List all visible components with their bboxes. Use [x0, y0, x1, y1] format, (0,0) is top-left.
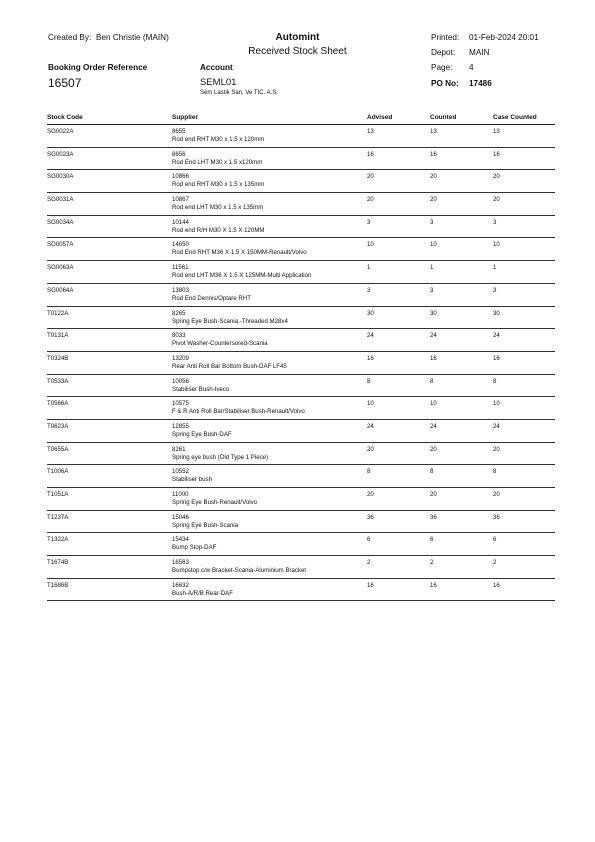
- advised-cell: 20: [367, 170, 430, 193]
- supplier-code: 13803: [172, 286, 189, 294]
- supplier-cell: [172, 238, 367, 261]
- company-name: Automint: [275, 32, 320, 43]
- advised-cell: 10: [367, 397, 430, 420]
- case-counted-cell: 3: [493, 283, 555, 306]
- item-description: Rod end LHT M36 X 1.5 X 125MM-Multi Application: [172, 272, 312, 280]
- stock-code-cell: SG0064A: [47, 283, 172, 306]
- table-row: [47, 170, 555, 193]
- stock-code-cell: SG0034A: [47, 215, 172, 238]
- item-description: Rod end R/H M30 X 1.5 X 120MM: [172, 226, 265, 234]
- counted-cell: 10: [430, 238, 493, 261]
- supplier-cell: [172, 215, 367, 238]
- stock-code-cell: T1006A: [47, 465, 172, 488]
- item-description: Stabiliser bush: [172, 476, 212, 484]
- depot-value: MAIN: [469, 48, 490, 57]
- counted-cell: 16: [430, 578, 493, 601]
- supplier-cell: [172, 419, 367, 442]
- case-counted-cell: 8: [493, 374, 555, 397]
- po-label: PO No:: [431, 79, 459, 88]
- item-description: Spring Eye Bush-DAF: [172, 430, 232, 438]
- sheet-title: Received Stock Sheet: [248, 46, 347, 57]
- booking-ref-label: Booking Order Reference: [48, 63, 148, 72]
- stock-code-cell: SG0030A: [47, 170, 172, 193]
- item-description: Rod End LHT M30 x 1.5 x120mm: [172, 158, 263, 166]
- stock-code-cell: SG0023A: [47, 147, 172, 170]
- case-counted-cell: 3: [493, 215, 555, 238]
- advised-cell: 30: [367, 306, 430, 329]
- stock-code-cell: T0655A: [47, 442, 172, 465]
- advised-cell: 3: [367, 283, 430, 306]
- case-counted-cell: 16: [493, 351, 555, 374]
- table-row: [47, 261, 555, 284]
- stock-code-cell: T0623A: [47, 419, 172, 442]
- advised-cell: 24: [367, 329, 430, 352]
- booking-ref-value: 16507: [48, 76, 82, 90]
- stock-code-cell: T0533A: [47, 374, 172, 397]
- case-counted-cell: 30: [493, 306, 555, 329]
- case-counted-cell: 20: [493, 193, 555, 216]
- supplier-code: 10056: [172, 377, 189, 385]
- table-header-row: [47, 113, 555, 125]
- supplier-code: 11561: [172, 264, 189, 272]
- supplier-code: 10552: [172, 468, 189, 476]
- case-counted-cell: 16: [493, 578, 555, 601]
- supplier-code: 10144: [172, 218, 189, 226]
- table-row: [47, 329, 555, 352]
- table-row: [47, 147, 555, 170]
- case-counted-cell: 16: [493, 147, 555, 170]
- case-counted-cell: 2: [493, 556, 555, 579]
- table-row: [47, 125, 555, 148]
- item-description: Bumpstop c/w Bracket-Scania-Aluminium Bracket: [172, 567, 307, 575]
- advised-cell: 20: [367, 488, 430, 511]
- case-counted-cell: 24: [493, 329, 555, 352]
- counted-cell: 20: [430, 170, 493, 193]
- case-counted-cell: 10: [493, 397, 555, 420]
- counted-cell: 16: [430, 147, 493, 170]
- table-body: [47, 125, 555, 601]
- created-by-label: Created By:: [48, 33, 92, 42]
- stock-code-cell: T1051A: [47, 488, 172, 511]
- advised-cell: 8: [367, 465, 430, 488]
- stock-code-cell: SG0057A: [47, 238, 172, 261]
- supplier-cell: [172, 193, 367, 216]
- item-description: Rod end LHT M30 x 1.5 x 135mm: [172, 204, 264, 212]
- col-stock-code: Stock Code: [47, 113, 172, 125]
- supplier-code: 10575: [172, 400, 189, 408]
- case-counted-cell: 6: [493, 533, 555, 556]
- supplier-cell: [172, 556, 367, 579]
- supplier-cell: [172, 510, 367, 533]
- advised-cell: 10: [367, 238, 430, 261]
- col-counted: Counted: [430, 113, 493, 125]
- counted-cell: 20: [430, 488, 493, 511]
- stock-code-cell: T0122A: [47, 306, 172, 329]
- supplier-cell: [172, 306, 367, 329]
- stock-code-cell: SG0063A: [47, 261, 172, 284]
- item-description: Stabiliser Bush-Iveco: [172, 385, 230, 393]
- supplier-cell: [172, 442, 367, 465]
- counted-cell: 3: [430, 283, 493, 306]
- supplier-cell: [172, 578, 367, 601]
- supplier-code: 8033: [172, 332, 186, 340]
- advised-cell: 20: [367, 442, 430, 465]
- item-description: Spring Eye Bush-Renault/Volvo: [172, 499, 258, 506]
- counted-cell: 1: [430, 261, 493, 284]
- supplier-code: 10866: [172, 173, 189, 181]
- counted-cell: 10: [430, 397, 493, 420]
- stock-code-cell: SG0022A: [47, 125, 172, 148]
- advised-cell: 16: [367, 351, 430, 374]
- item-description: Rod end RHT M30 x 1.5 x 120mm: [172, 136, 265, 143]
- item-description: F & R Anti Roll Bar/Stabiliser Bush-Renault/Volvo: [172, 408, 305, 416]
- item-description: Spring Eye Bush-Scania: [172, 521, 239, 529]
- supplier-code: 16563: [172, 559, 189, 567]
- advised-cell: 16: [367, 578, 430, 601]
- printed-value: 01-Feb-2024 20:01: [469, 33, 539, 42]
- supplier-code: 12855: [172, 422, 189, 430]
- case-counted-cell: 10: [493, 238, 555, 261]
- supplier-cell: [172, 351, 367, 374]
- counted-cell: 36: [430, 510, 493, 533]
- item-description: Rod End RHT M36 X 1.5 X 150MM-Renault/Volvo: [172, 249, 307, 257]
- advised-cell: 20: [367, 193, 430, 216]
- supplier-code: 8265: [172, 309, 186, 317]
- item-description: Pivot Washer-Countersored-Scania: [172, 340, 268, 348]
- counted-cell: 8: [430, 465, 493, 488]
- supplier-cell: [172, 397, 367, 420]
- case-counted-cell: 13: [493, 125, 555, 148]
- supplier-code: 15434: [172, 536, 189, 544]
- item-description: Rod end RHT M30 x 1.5 x 135mm: [172, 181, 265, 189]
- counted-cell: 30: [430, 306, 493, 329]
- stock-code-cell: SG0031A: [47, 193, 172, 216]
- table-row: [47, 488, 555, 511]
- supplier-code: 16632: [172, 581, 189, 589]
- supplier-cell: [172, 533, 367, 556]
- stock-code-cell: T0131A: [47, 329, 172, 352]
- counted-cell: 20: [430, 193, 493, 216]
- table-row: [47, 442, 555, 465]
- counted-cell: 2: [430, 556, 493, 579]
- table-row: [47, 374, 555, 397]
- table-row: [47, 397, 555, 420]
- po-value: 17486: [469, 79, 492, 88]
- account-code: SEML01: [200, 77, 237, 88]
- stock-code-cell: T0566A: [47, 397, 172, 420]
- stock-code-cell: T1237A: [47, 510, 172, 533]
- supplier-code: 13209: [172, 354, 189, 362]
- item-description: Rod End Dennis/Optare RHT: [172, 294, 251, 302]
- advised-cell: 16: [367, 147, 430, 170]
- counted-cell: 24: [430, 419, 493, 442]
- case-counted-cell: 36: [493, 510, 555, 533]
- supplier-code: 10867: [172, 196, 189, 204]
- col-case-counted: Case Counted: [493, 113, 555, 125]
- advised-cell: 36: [367, 510, 430, 533]
- supplier-code: 11000: [172, 491, 189, 498]
- account-label: Account: [200, 63, 233, 72]
- counted-cell: 6: [430, 533, 493, 556]
- table-row: [47, 578, 555, 601]
- case-counted-cell: 20: [493, 170, 555, 193]
- stock-code-cell: T1686B: [47, 578, 172, 601]
- col-supplier: Supplier: [172, 113, 367, 125]
- account-name: Sem Lastik San. Ve TIC. A.S.: [200, 90, 278, 96]
- advised-cell: 13: [367, 125, 430, 148]
- supplier-code: 8261: [172, 445, 186, 453]
- table-row: [47, 193, 555, 216]
- case-counted-cell: 20: [493, 442, 555, 465]
- table-row: [47, 533, 555, 556]
- supplier-cell: [172, 488, 367, 511]
- table-row: [47, 419, 555, 442]
- case-counted-cell: 20: [493, 488, 555, 511]
- case-counted-cell: 1: [493, 261, 555, 284]
- counted-cell: 20: [430, 442, 493, 465]
- table-row: [47, 283, 555, 306]
- stock-code-cell: T1322A: [47, 533, 172, 556]
- item-description: Bush-A/R/B Rear-DAF: [172, 589, 233, 597]
- supplier-code: 14650: [172, 241, 189, 249]
- supplier-code: 8655: [172, 128, 186, 135]
- advised-cell: 8: [367, 374, 430, 397]
- counted-cell: 24: [430, 329, 493, 352]
- table-row: [47, 556, 555, 579]
- supplier-cell: [172, 465, 367, 488]
- supplier-cell: [172, 170, 367, 193]
- page-label: Page:: [431, 63, 453, 72]
- advised-cell: 1: [367, 261, 430, 284]
- item-description: Spring Eye Bush-Scania,-Threaded M28x4: [172, 317, 288, 325]
- supplier-cell: [172, 329, 367, 352]
- stock-code-cell: T1674B: [47, 556, 172, 579]
- supplier-cell: [172, 147, 367, 170]
- case-counted-cell: 8: [493, 465, 555, 488]
- printed-label: Printed:: [431, 33, 460, 42]
- supplier-code: 8656: [172, 150, 186, 158]
- table-row: [47, 351, 555, 374]
- created-by-value: Ben Christie (MAIN): [96, 33, 169, 42]
- counted-cell: 16: [430, 351, 493, 374]
- advised-cell: 6: [367, 533, 430, 556]
- supplier-cell: [172, 283, 367, 306]
- stock-table: [47, 113, 555, 601]
- item-description: Bump Stop-DAF: [172, 544, 217, 552]
- supplier-code: 15046: [172, 513, 189, 521]
- table-row: [47, 465, 555, 488]
- col-advised: Advised: [367, 113, 430, 125]
- counted-cell: 3: [430, 215, 493, 238]
- page-value: 4: [469, 63, 474, 72]
- item-description: Spring eye bush (Old Type 1 Piece): [172, 453, 269, 461]
- depot-label: Depot:: [431, 48, 456, 57]
- advised-cell: 2: [367, 556, 430, 579]
- table-row: [47, 238, 555, 261]
- counted-cell: 13: [430, 125, 493, 148]
- table-row: [47, 215, 555, 238]
- table-row: [47, 306, 555, 329]
- supplier-cell: [172, 374, 367, 397]
- case-counted-cell: 24: [493, 419, 555, 442]
- stock-code-cell: T0324B: [47, 351, 172, 374]
- table-row: [47, 510, 555, 533]
- supplier-cell: [172, 261, 367, 284]
- supplier-cell: [172, 125, 367, 148]
- advised-cell: 24: [367, 419, 430, 442]
- counted-cell: 8: [430, 374, 493, 397]
- advised-cell: 3: [367, 215, 430, 238]
- item-description: Rear Anti Roll Bar Bottom Bush-DAF LF45: [172, 362, 287, 370]
